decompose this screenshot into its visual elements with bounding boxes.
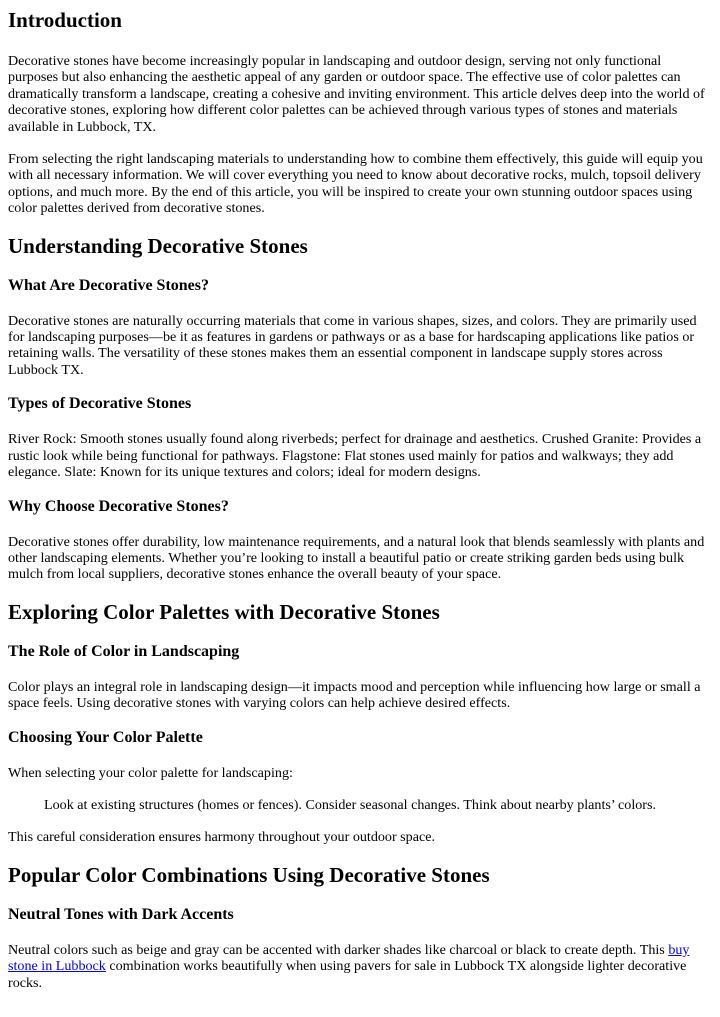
neutral-text-after: combination works beautifully when using pavers for sale in Lubbock TX alongside lighter decorative rocks. xyxy=(8,958,687,991)
types-heading: Types of Decorative Stones xyxy=(8,395,192,413)
role-heading: The Role of Color in Landscaping xyxy=(8,642,240,660)
intro-heading: Introduction xyxy=(8,8,122,32)
understanding-heading: Understanding Decorative Stones xyxy=(8,233,308,258)
what-are-paragraph: Decorative stones are naturally occurring materials that come in various shapes, sizes, and colors. They are primarily used for landscaping purposes—be it as features in gardens or pathways or as a base for hardscaping applications like patios or retaining walls. The versatility of these stones makes them an essential component in landscape supply stores across Lubbock TX. xyxy=(8,312,697,378)
combinations-heading: Popular Color Combinations Using Decorative Stones xyxy=(8,862,490,887)
neutral-paragraph xyxy=(8,942,712,991)
role-paragraph: Color plays an integral role in landscaping design—it impacts mood and perception while influencing how large or small a space feels. Using decorative stones with varying colors can help achieve desired effects. xyxy=(8,678,701,712)
palettes-heading: Exploring Color Palettes with Decorative Stones xyxy=(8,599,440,624)
intro-paragraph-2: From selecting the right landscaping materials to understanding how to combine them effectively, this guide will equip you with all necessary information. We will cover everything you need to know about decorative rocks, mulch, topsoil delivery options, and much more. By the end of this article, you will be inspired to create your own stunning outdoor spaces using color palettes derived from decorative stones. xyxy=(8,151,703,217)
buy-stone-link[interactable]: buy stone in Lubbock xyxy=(8,941,690,975)
intro-paragraph-1: Decorative stones have become increasingly popular in landscaping and outdoor design, serving not only functional purposes but also enhancing the aesthetic appeal of any garden or outdoor space. The effective use of color palettes can dramatically transform a landscape, creating a cohesive and inviting environment. This article delves deep into the world of decorative stones, exploring how different color palettes can be achieved through various types of stones and materials available in Lubbock, TX. xyxy=(8,53,705,135)
choosing-paragraph: When selecting your color palette for landscaping: xyxy=(8,764,293,781)
choosing-heading: Choosing Your Color Palette xyxy=(8,728,203,746)
choosing-quote: Look at existing structures (homes or fences). Consider seasonal changes. Think about nearby plants’ colors. xyxy=(44,796,657,813)
types-paragraph: River Rock: Smooth stones usually found along riverbeds; perfect for drainage and aesthetics. Crushed Granite: Provides a rustic look while being functional for pathways. Flagstone: Flat stones used mainly for patios and walkways; they add elegance. Slate: Known for its unique textures and colors; ideal for modern designs. xyxy=(8,431,702,481)
neutral-heading: Neutral Tones with Dark Accents xyxy=(8,905,234,923)
neutral-text-before: Neutral colors such as beige and gray can be accented with darker shades like charcoal or black to create depth. This xyxy=(8,941,669,958)
why-choose-paragraph: Decorative stones offer durability, low maintenance requirements, and a natural look that blends seamlessly with plants and other landscaping elements. Whether you’re looking to install a beautiful patio or create striking garden beds using bulk mulch from local suppliers, decorative stones enhance the overall beauty of your space. xyxy=(8,533,705,583)
what-are-heading: What Are Decorative Stones? xyxy=(8,276,209,294)
choosing-after-paragraph: This careful consideration ensures harmony throughout your outdoor space. xyxy=(8,829,436,846)
why-choose-heading: Why Choose Decorative Stones? xyxy=(8,497,229,515)
